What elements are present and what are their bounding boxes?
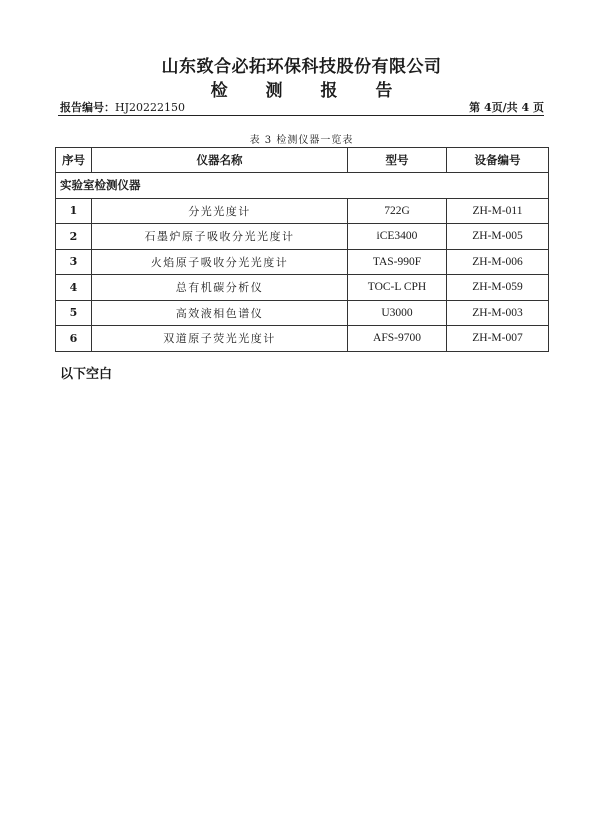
table-caption: 表 3 检测仪器一览表 — [249, 135, 354, 146]
report-number-label: 报告编号： — [60, 101, 115, 114]
cell-model: 722G — [348, 198, 447, 224]
cell-model: TAS-990F — [348, 249, 447, 275]
cell-name: 石墨炉原子吸收分光光度计 — [92, 224, 348, 250]
cell-model: AFS-9700 — [348, 326, 447, 352]
page-info: 第 4页/共 4 页 — [469, 101, 544, 114]
table-header-row — [56, 148, 549, 173]
column-header-model: 型号 — [348, 148, 447, 173]
report-number: HJ20222150 — [115, 101, 185, 114]
cell-seq: 1 — [56, 198, 92, 224]
section-row — [56, 173, 549, 199]
column-header-name: 仪器名称 — [92, 148, 348, 173]
end-of-content-note: 以下空白 — [60, 367, 113, 382]
cell-name: 总有机碳分析仪 — [92, 275, 348, 301]
cell-model: U3000 — [348, 300, 447, 326]
cell-seq: 5 — [56, 300, 92, 326]
document-title: 检 测 报 告 — [210, 81, 409, 101]
cell-name: 分光光度计 — [92, 198, 348, 224]
cell-model: iCE3400 — [348, 224, 447, 250]
company-name: 山东致合必拓环保科技股份有限公司 — [161, 57, 442, 77]
table-row — [56, 326, 549, 352]
cell-code: ZH-M-059 — [447, 275, 549, 301]
cell-code: ZH-M-006 — [447, 249, 549, 275]
cell-seq: 2 — [56, 224, 92, 250]
cell-code: ZH-M-011 — [447, 198, 549, 224]
cell-seq: 4 — [56, 275, 92, 301]
table-row — [56, 198, 549, 224]
cell-code: ZH-M-003 — [447, 300, 549, 326]
table-row — [56, 249, 549, 275]
cell-name: 高效液相色谱仪 — [92, 300, 348, 326]
section-label: 实验室检测仪器 — [56, 173, 549, 199]
cell-model: TOC-L CPH — [348, 275, 447, 301]
cell-name: 火焰原子吸收分光光度计 — [92, 249, 348, 275]
header-divider — [58, 115, 544, 116]
cell-code: ZH-M-005 — [447, 224, 549, 250]
report-number-line — [60, 99, 185, 115]
cell-code: ZH-M-007 — [447, 326, 549, 352]
table-row — [56, 300, 549, 326]
cell-name: 双道原子荧光光度计 — [92, 326, 348, 352]
cell-seq: 3 — [56, 249, 92, 275]
table-row — [56, 224, 549, 250]
column-header-seq: 序号 — [56, 148, 92, 173]
table-row — [56, 275, 549, 301]
cell-seq: 6 — [56, 326, 92, 352]
instrument-table — [55, 147, 549, 352]
column-header-code: 设备编号 — [447, 148, 549, 173]
